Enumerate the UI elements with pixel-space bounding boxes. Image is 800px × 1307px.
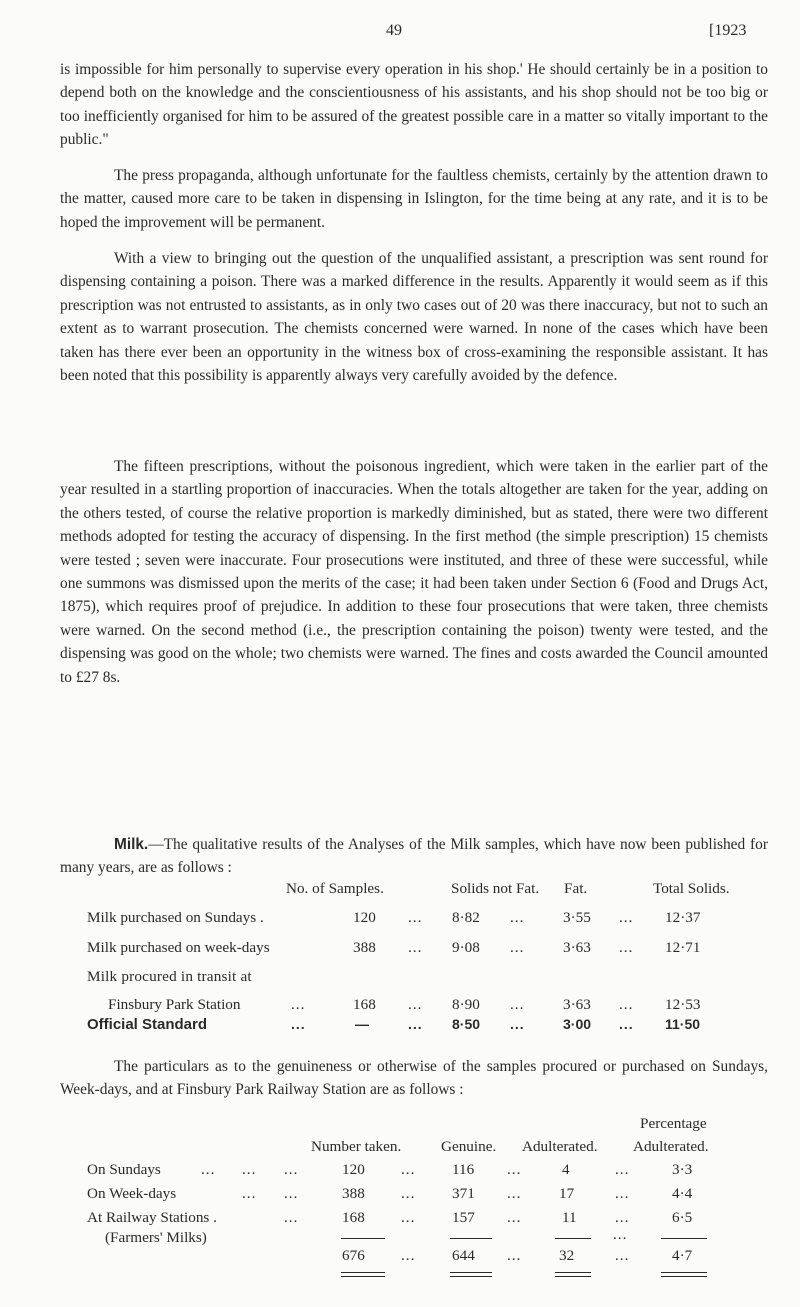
- leader-dots: ...: [615, 1209, 630, 1226]
- cell-solids-not-fat: 8·90: [452, 996, 480, 1013]
- col-header-adulterated: Adulterated.: [522, 1138, 598, 1155]
- milk-intro-text: —The qualitative results of the Analyses of the Milk samples, which have now been published for many years, are as follows :: [60, 836, 768, 877]
- cell-fat: 3·00: [563, 1016, 592, 1032]
- cell-fat: 3·63: [563, 939, 591, 956]
- total-number-taken: 676: [342, 1247, 365, 1264]
- cell-percentage: 3·3: [672, 1161, 693, 1178]
- leader-dots: ...: [507, 1209, 522, 1226]
- leader-dots: ...: [510, 996, 525, 1013]
- paragraph-unqualified-assistant: With a view to bringing out the question of the unqualified assistant, a prescription was sent round for dispensing containing a poison. There was a marked difference in the results. Apparently it would seem as if this prescription was not entrusted to assistants, as in only two cases out of 20 was there inaccuracy, but not to such an extent as to warrant prosecution. The chemists concerned were warned. In none of the cases which have been taken has there ever been an opportunity in the witness box of cross-examining the responsible assistant. It has been noted that this possibility is apparently always very carefully avoided by the defence.: [60, 250, 768, 385]
- col-header-number-taken: Number taken.: [311, 1138, 402, 1155]
- leader-dots: ...: [613, 1226, 628, 1243]
- cell-adulterated: 11: [562, 1209, 577, 1226]
- double-rule: [661, 1276, 707, 1277]
- col-header-percentage: Percentage: [640, 1115, 707, 1132]
- col-header-total-solids: Total Solids.: [653, 880, 730, 897]
- leader-dots: ...: [284, 1161, 299, 1178]
- total-percentage: 4·7: [672, 1247, 693, 1264]
- leader-dots: ...: [507, 1185, 522, 1202]
- cell-fat: 3·55: [563, 909, 591, 926]
- cell-solids-not-fat: 8·50: [452, 1016, 481, 1032]
- leader-dots: ...: [615, 1185, 630, 1202]
- total-adulterated: 32: [559, 1247, 575, 1264]
- double-rule: [341, 1276, 385, 1277]
- double-rule: [450, 1276, 492, 1277]
- row-label-line2: Finsbury Park Station: [108, 996, 241, 1013]
- cell-samples: 388: [353, 939, 376, 956]
- double-rule: [555, 1276, 591, 1277]
- double-rule: [341, 1272, 385, 1273]
- leader-dots: ...: [408, 1016, 423, 1032]
- double-rule: [450, 1272, 492, 1273]
- col-header-percentage-adulterated: Adulterated.: [633, 1138, 709, 1155]
- cell-adulterated: 17: [559, 1185, 575, 1202]
- cell-solids-not-fat: 8·82: [452, 909, 480, 926]
- report-year: [1923: [709, 22, 747, 39]
- row-label: Milk purchased on Sundays .: [87, 909, 264, 926]
- total-rule: [555, 1238, 591, 1239]
- leader-dots: ...: [619, 909, 634, 926]
- cell-samples: —: [355, 1016, 369, 1032]
- leader-dots: ...: [401, 1209, 416, 1226]
- leader-dots: ...: [510, 909, 525, 926]
- leader-dots: ...: [291, 996, 306, 1013]
- paragraph-press-propaganda: The press propaganda, although unfortunate for the faultless chemists, certainly by the attention drawn to the matter, caused more care to be taken in dispensing in Islington, for the time being at any rate, and it is to be hoped the improvement will be permanent.: [60, 167, 768, 231]
- leader-dots: ...: [510, 939, 525, 956]
- double-rule: [661, 1272, 707, 1273]
- leader-dots: ...: [619, 996, 634, 1013]
- genuineness-intro: The particulars as to the genuineness or otherwise of the samples procured or purchased on Sundays, Week-days, and at Finsbury Park Railway Station are as follows :: [60, 1058, 768, 1099]
- leader-dots: ...: [284, 1209, 299, 1226]
- leader-dots: ...: [619, 1016, 634, 1032]
- cell-percentage: 6·5: [672, 1209, 693, 1226]
- cell-total-solids: 12·71: [665, 939, 701, 956]
- leader-dots: ...: [619, 939, 634, 956]
- leader-dots: ...: [242, 1161, 257, 1178]
- leader-dots: ...: [510, 1016, 525, 1032]
- leader-dots: ...: [615, 1161, 630, 1178]
- leader-dots: ...: [507, 1247, 522, 1264]
- milk-heading: Milk.: [114, 836, 149, 853]
- leader-dots: ...: [401, 1247, 416, 1264]
- total-rule: [661, 1238, 707, 1239]
- leader-dots: ...: [284, 1185, 299, 1202]
- leader-dots: ...: [615, 1247, 630, 1264]
- page-number: 49: [386, 22, 402, 39]
- leader-dots: ...: [242, 1185, 257, 1202]
- cell-total-solids: 11·50: [665, 1016, 701, 1032]
- total-rule: [450, 1238, 492, 1239]
- leader-dots: ...: [408, 996, 423, 1013]
- cell-number-taken: 120: [342, 1161, 365, 1178]
- col-header-solids-not-fat: Solids not Fat.: [451, 880, 540, 897]
- cell-total-solids: 12·53: [665, 996, 701, 1013]
- cell-samples: 168: [353, 996, 376, 1013]
- col-header-samples: No. of Samples.: [286, 880, 384, 897]
- cell-number-taken: 168: [342, 1209, 365, 1226]
- cell-number-taken: 388: [342, 1185, 365, 1202]
- col-header-fat: Fat.: [564, 880, 588, 897]
- double-rule: [555, 1272, 591, 1273]
- row-label-line2: (Farmers' Milks): [105, 1229, 207, 1246]
- cell-adulterated: 4: [562, 1161, 570, 1178]
- cell-samples: 120: [353, 909, 376, 926]
- row-label: On Sundays: [87, 1161, 161, 1178]
- leader-dots: ...: [507, 1161, 522, 1178]
- leader-dots: ...: [401, 1161, 416, 1178]
- row-label-official-standard: Official Standard: [87, 1016, 208, 1033]
- row-label: On Week-days: [87, 1185, 177, 1202]
- total-rule: [341, 1238, 385, 1239]
- cell-total-solids: 12·37: [665, 909, 701, 926]
- paragraph-continuation: is impossible for him personally to supervise every operation in his shop.' He should certainly be in a position to depend both on the knowledge and the conscientiousness of his assistants, and his shop should not be too big or too inefficiently organised for him to be assured of the greatest possible care in a matter so vitally important to the public.": [60, 61, 768, 149]
- row-label: At Railway Stations .: [87, 1209, 217, 1226]
- paragraph-fifteen-prescriptions: The fifteen prescriptions, without the poisonous ingredient, which were taken in the earlier part of the year resulted in a startling proportion of inaccuracies. When the totals altogether are taken for the year, adding on the others tested, of course the relative proportion is markedly diminished, but as stated, there were two different methods adopted for testing the accuracy of dispensing. In the first method (the simple prescription) 15 chemists were tested ; seven were inaccurate. Four prosecutions were instituted, and three of these were successful, while one summons was dismissed upon the merits of the case; it had been taken under Section 6 (Food and Drugs Act, 1875), which requires proof of prejudice. In addition to these four prosecutions that were taken, three chemists were warned. On the second method (i.e., the prescription containing the poison) twenty were tested, and the dispensing was good on the whole; two chemists were warned. The fines and costs awarded the Council amounted to £27 8s.: [60, 458, 768, 686]
- cell-genuine: 371: [452, 1185, 475, 1202]
- cell-fat: 3·63: [563, 996, 591, 1013]
- cell-percentage: 4·4: [672, 1185, 693, 1202]
- leader-dots: ...: [201, 1161, 216, 1178]
- leader-dots: ...: [408, 939, 423, 956]
- cell-genuine: 157: [452, 1209, 475, 1226]
- leader-dots: ...: [291, 1016, 306, 1032]
- leader-dots: ...: [408, 909, 423, 926]
- cell-solids-not-fat: 9·08: [452, 939, 480, 956]
- leader-dots: ...: [401, 1185, 416, 1202]
- cell-genuine: 116: [452, 1161, 475, 1178]
- row-label: Milk purchased on week-days: [87, 939, 270, 956]
- total-genuine: 644: [452, 1247, 475, 1264]
- col-header-genuine: Genuine.: [441, 1138, 497, 1155]
- row-label: Milk procured in transit at: [87, 968, 252, 985]
